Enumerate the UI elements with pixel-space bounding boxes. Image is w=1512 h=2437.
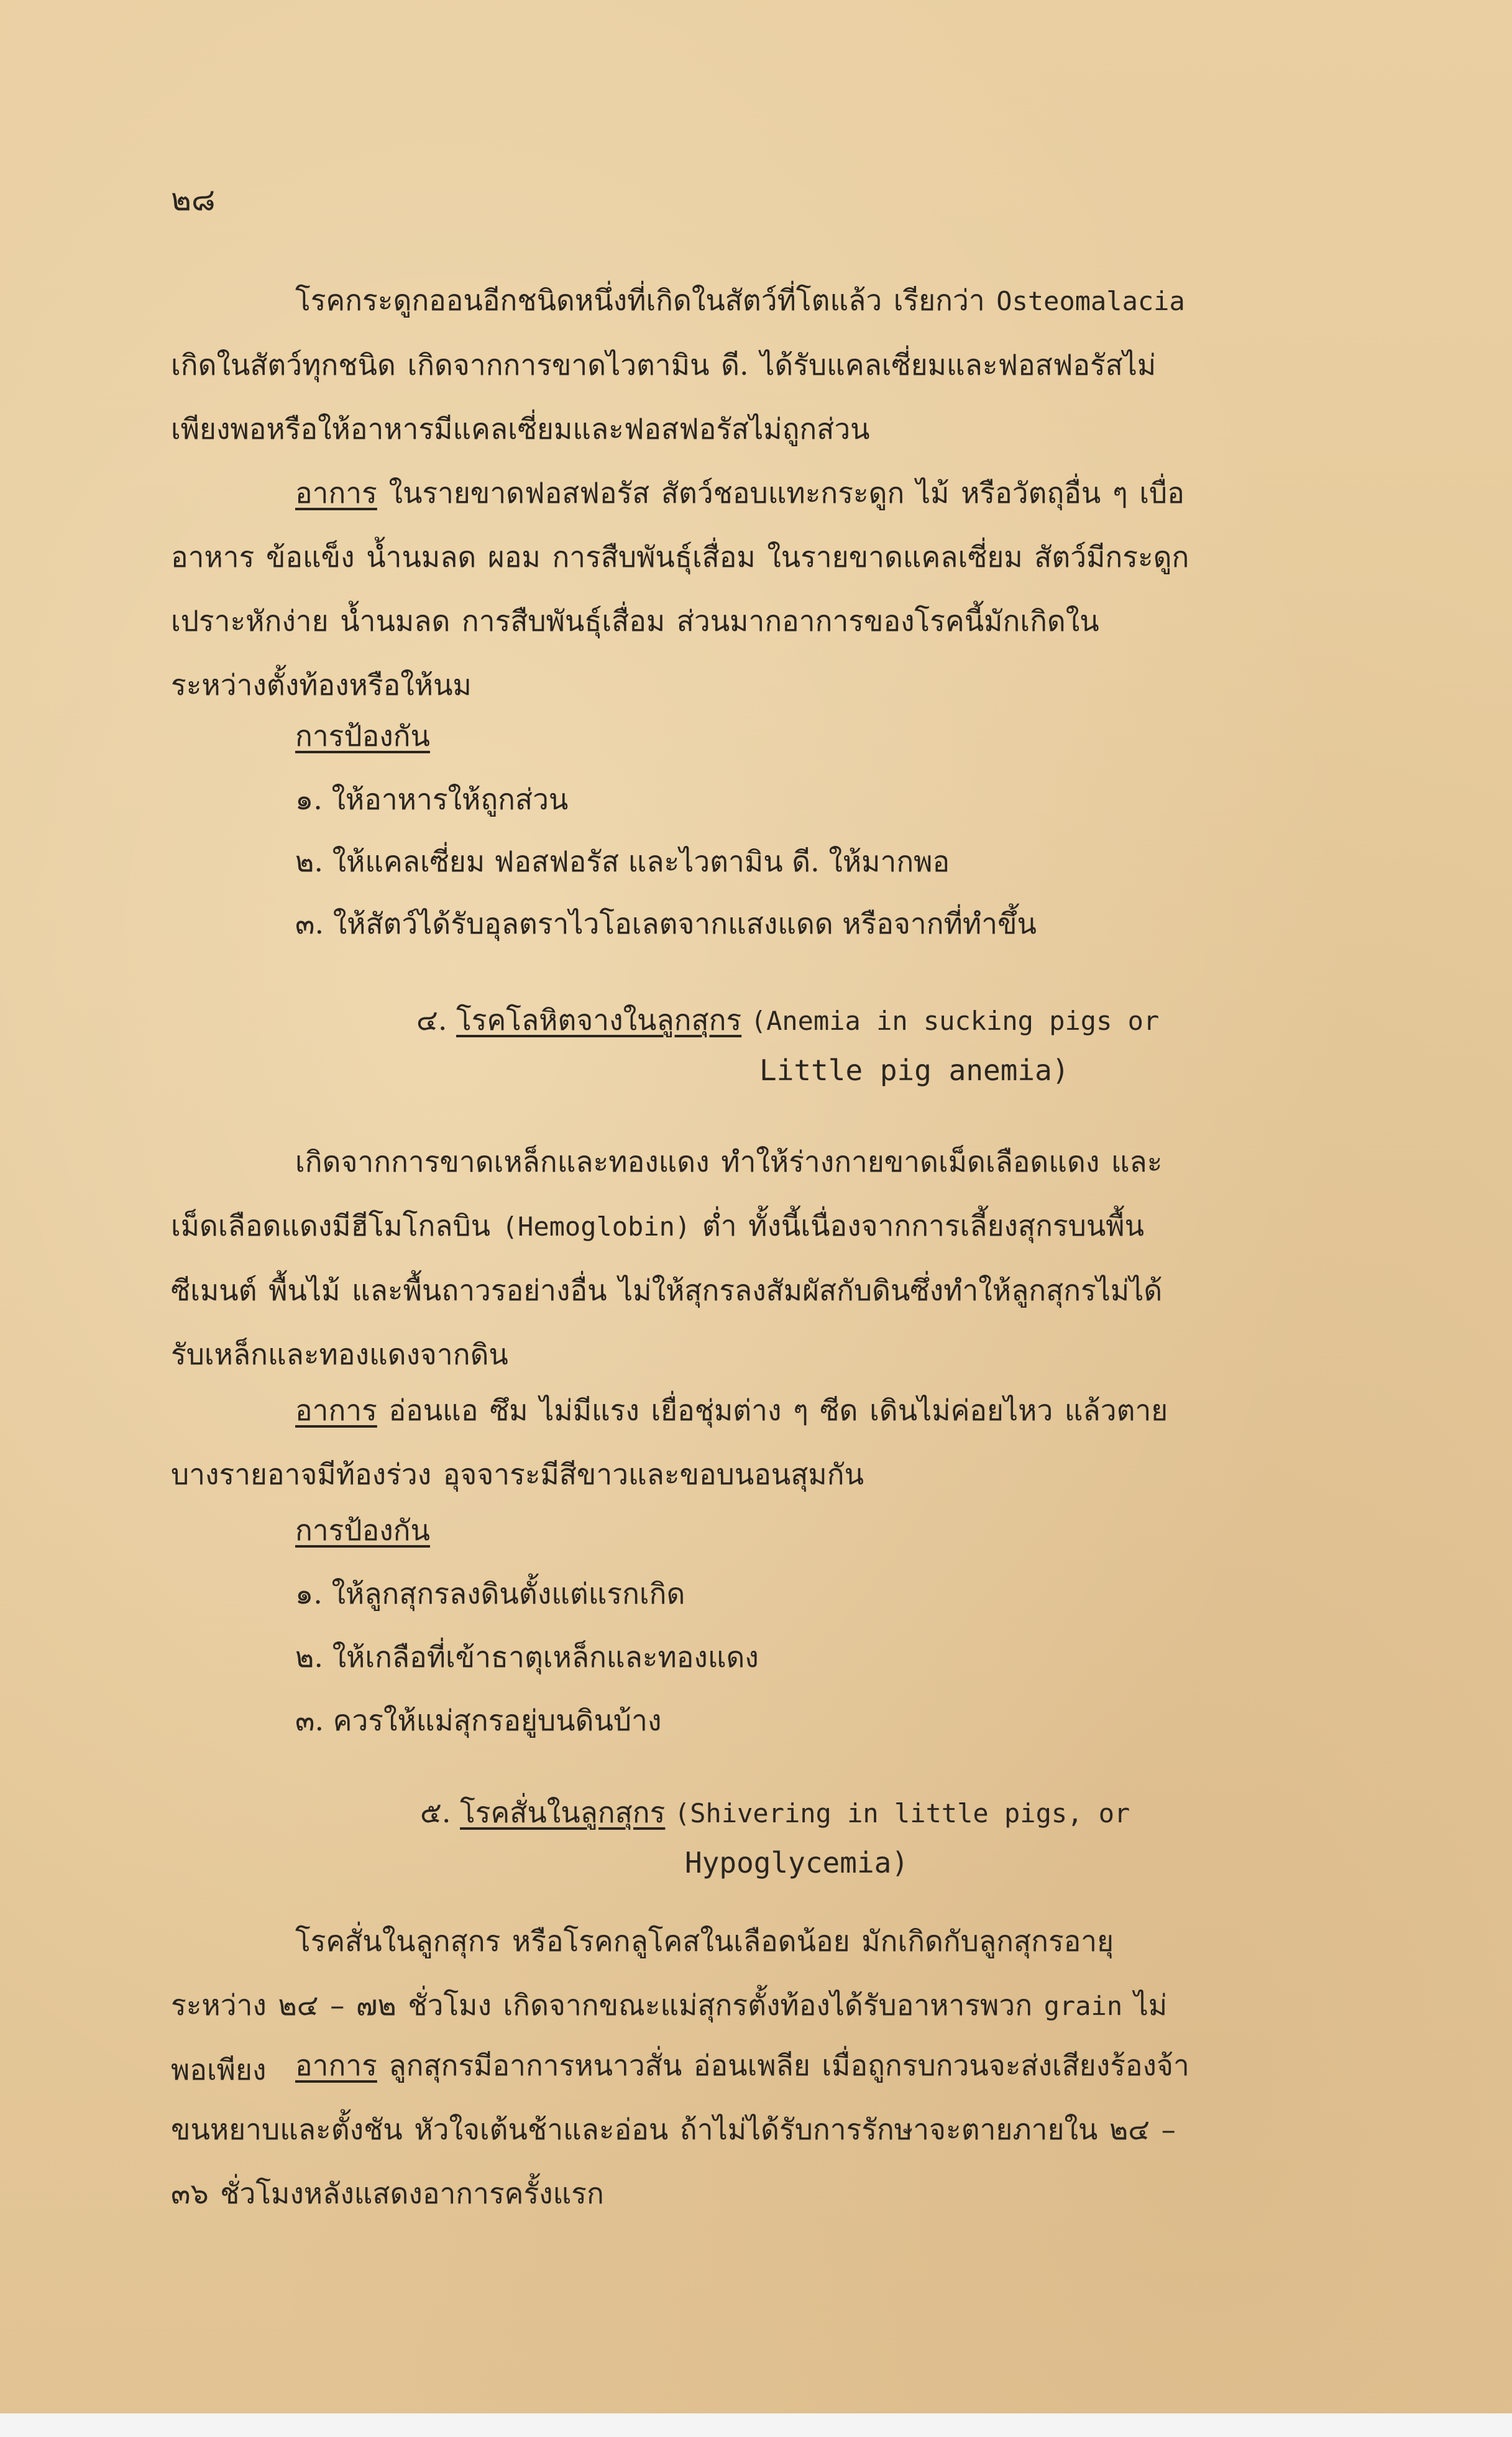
osteomalacia-intro-rest: เกิดในสัตว์ทุกชนิด เกิดจากการขาดไวตามิน ดี. ได้รับแคลเซี่ยมและฟอสฟอรัสไม่เพียงพอหรือให้อาหารมีแคลเซี่ยมและฟอสฟอรัสไม่ถูกส่วน — [171, 348, 1157, 446]
section-4-number: ๔. — [416, 1003, 447, 1037]
anemia-prevention-heading: การป้องกัน — [295, 1513, 430, 1547]
anemia-symptoms — [171, 1379, 1190, 1507]
section-4-title-thai: โรคโลหิตจางในลูกสุกร — [456, 1003, 742, 1037]
osteomalacia-prevention-item: ๓. ให้สัตว์ได้รับอุลตราไวโอเลตจากแสงแดด หรือจากที่ทำขึ้น — [295, 907, 1037, 940]
osteomalacia-prevention-heading: การป้องกัน — [295, 719, 430, 753]
shivering-symptom-text: ลูกสุกรมีอาการหนาวสั่น อ่อนเพลีย เมื่อถูกรบกวนจะส่งเสียงร้องจ้า ขนหยาบและตั้งชัน หัวใจเต้นช้าและอ่อน ถ้าไม่ได้รับการรักษาจะตายภายใน ๒๔ – ๓๖ ชั่วโมงหลังแสดงอาการครั้งแรก — [171, 2049, 1189, 2210]
section-4-title-en: (Anemia in sucking pigs or — [750, 1006, 1160, 1036]
section-5-heading — [420, 1790, 1130, 1835]
anemia-cause — [171, 1130, 1190, 1387]
anemia-symptom-text: อ่อนแอ ซึม ไม่มีแรง เยื่อชุ่มต่าง ๆ ซีด เดินไม่ค่อยไหว แล้วตาย บางรายอาจมีท้องร่วง อุจจาระมีสีขาวและขอบนอนสุมกัน — [171, 1393, 1168, 1491]
section-5-title-thai: โรคสั่นในลูกสุกร — [460, 1796, 666, 1829]
osteomalacia-prevention-item: ๒. ให้แคลเซี่ยม ฟอสฟอรัส และไวตามิน ดี. ให้มากพอ — [295, 845, 950, 878]
anemia-prevention-item: ๑. ให้ลูกสุกรลงดินตั้งแต่แรกเกิด — [295, 1577, 685, 1610]
osteomalacia-symptoms — [171, 461, 1190, 717]
page-number: ๒๘ — [171, 181, 216, 218]
section-5-number: ๕. — [420, 1796, 451, 1829]
section-5-title-en: (Shivering in little pigs, or — [674, 1798, 1130, 1829]
anemia-prevention-item: ๒. ให้เกลือที่เข้าธาตุเหล็กและทองแดง — [295, 1640, 759, 1674]
hemoglobin-term: (Hemoglobin) — [502, 1211, 691, 1242]
shivering-symptoms — [171, 2034, 1190, 2226]
osteomalacia-intro-prefix: โรคกระดูกออนอีกชนิดหนึ่งที่เกิดในสัตว์ที่โตแล้ว เรียกว่า — [295, 283, 985, 317]
osteomalacia-term: Osteomalacia — [996, 286, 1185, 316]
osteomalacia-prevention-item: ๑. ให้อาหารให้ถูกส่วน — [295, 783, 569, 816]
osteomalacia-symptom-label: อาการ — [295, 476, 377, 510]
anemia-cause-prefix: เกิดจากการขาดเหล็กและทองแดง ทำให้ร่างกายขาดเม็ดเลือดแดง และเม็ดเลือดแดงมีฮีโมโกลบิน — [171, 1145, 1163, 1242]
osteomalacia-intro — [171, 268, 1190, 461]
anemia-cause-rest: ต่ำ ทั้งนี้เนื่องจากการเลี้ยงสุกรบนพื้นซีเมนต์ พื้นไม้ และพื้นถาวรอย่างอื่น ไม่ให้สุกรลงสัมผัสกับดินซึ่งทำให้ลูกสุกรไม่ได้รับเหล็กและทองแดงจากดิน — [171, 1209, 1163, 1371]
grain-term: grain — [1043, 1991, 1123, 2021]
section-5-title-en-line2: Hypoglycemia) — [685, 1846, 909, 1879]
shivering-cause-prefix: โรคสั่นในลูกสุกร หรือโรคกลูโคสในเลือดน้อย มักเกิดกับลูกสุกรอายุระหว่าง ๒๔ – ๗๒ ชั่วโมง เกิดจากขณะแม่สุกรตั้งท้องได้รับอาหารพวก — [171, 1924, 1114, 2022]
osteomalacia-symptom-text: ในรายขาดฟอสฟอรัส สัตว์ชอบแทะกระดูก ไม้ หรือวัตถุอื่น ๆ เบื่ออาหาร ข้อแข็ง น้ำนมลด ผอม การสืบพันธุ์เสื่อม ในรายขาดแคลเซี่ยม สัตว์มีกระดูกเปราะหักง่าย น้ำนมลด การสืบพันธุ์เสื่อม ส่วนมากอาการของโรคนี้มักเกิดในระหว่างตั้งท้องหรือให้นม — [171, 476, 1189, 702]
shivering-symptom-label: อาการ — [295, 2049, 377, 2082]
section-4-title-en-line2: Little pig anemia) — [759, 1053, 1070, 1087]
shivering-cause-rest: ไม่พอเพียง — [171, 1988, 1168, 2086]
section-4-heading — [416, 998, 1159, 1043]
anemia-prevention-item: ๓. ควรให้แม่สุกรอยู่บนดินบ้าง — [295, 1704, 662, 1737]
anemia-symptom-label: อาการ — [295, 1393, 377, 1427]
